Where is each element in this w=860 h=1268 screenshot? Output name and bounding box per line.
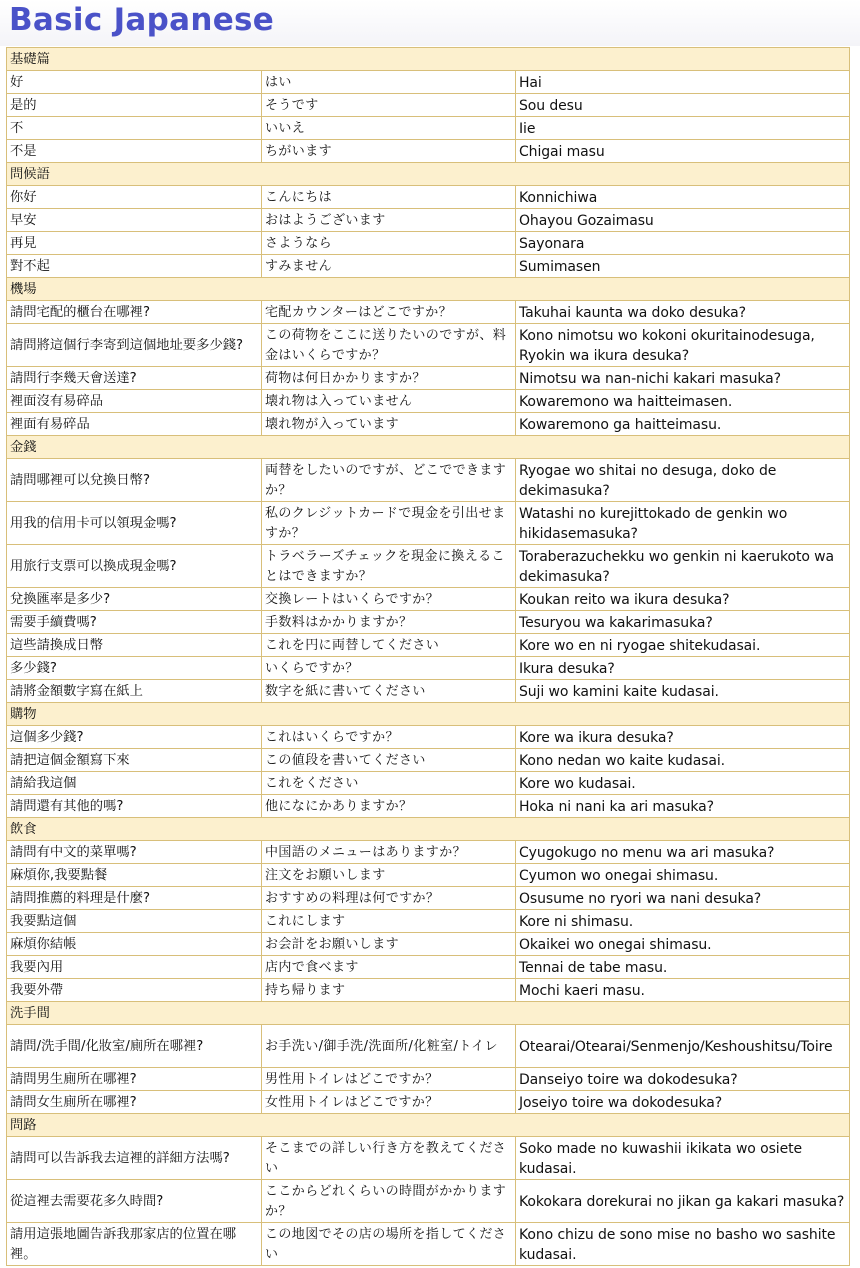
chinese-phrase: 早安 — [7, 209, 262, 232]
chinese-phrase: 我要點這個 — [7, 910, 262, 933]
section-header-row — [7, 436, 850, 459]
romaji-phrase: Sou desu — [516, 94, 850, 117]
japanese-phrase: 交換レートはいくらですか？ — [262, 588, 516, 611]
phrase-row — [7, 841, 850, 864]
romaji-phrase: Sayonara — [516, 232, 850, 255]
japanese-phrase: 壊れ物が入っています — [262, 413, 516, 436]
romaji-phrase: Ohayou Gozaimasu — [516, 209, 850, 232]
phrase-row — [7, 209, 850, 232]
romaji-phrase: Cyugokugo no menu wa ari masuka? — [516, 841, 850, 864]
romaji-phrase: Hai — [516, 71, 850, 94]
chinese-phrase: 對不起 — [7, 255, 262, 278]
chinese-phrase: 麻煩你,我要點餐 — [7, 864, 262, 887]
chinese-phrase: 這個多少錢? — [7, 726, 262, 749]
japanese-phrase: お手洗い/御手洗/洗面所/化粧室/トイレ — [262, 1025, 516, 1068]
japanese-phrase: この荷物をここに送りたいのですが、料金はいくらですか？ — [262, 324, 516, 367]
page-title: Basic Japanese — [9, 2, 275, 38]
chinese-phrase: 請問行李幾天會送達? — [7, 367, 262, 390]
section-header-row — [7, 163, 850, 186]
page-header — [0, 0, 860, 46]
romaji-phrase: Konnichiwa — [516, 186, 850, 209]
romaji-phrase: Kono nedan wo kaite kudasai. — [516, 749, 850, 772]
phrase-row — [7, 634, 850, 657]
section-title: 機場 — [7, 278, 850, 301]
romaji-phrase: Kokokara dorekurai no jikan ga kakari masuka? — [516, 1180, 850, 1223]
romaji-phrase: Ikura desuka? — [516, 657, 850, 680]
phrase-row — [7, 390, 850, 413]
japanese-phrase: ここからどれくらいの時間がかかりますか？ — [262, 1180, 516, 1223]
romaji-phrase: Mochi kaeri masu. — [516, 979, 850, 1002]
japanese-phrase: これはいくらですか？ — [262, 726, 516, 749]
japanese-phrase: 男性用トイレはどこですか？ — [262, 1068, 516, 1091]
romaji-phrase: Hoka ni nani ka ari masuka? — [516, 795, 850, 818]
phrase-row — [7, 772, 850, 795]
japanese-phrase: 中国語のメニューはありますか？ — [262, 841, 516, 864]
phrase-row — [7, 749, 850, 772]
japanese-phrase: 私のクレジットカードで現金を引出せますか？ — [262, 502, 516, 545]
phrase-row — [7, 459, 850, 502]
japanese-phrase: 数字を紙に書いてください — [262, 680, 516, 703]
romaji-phrase: Tesuryou wa kakarimasuka? — [516, 611, 850, 634]
phrase-row — [7, 1068, 850, 1091]
phrase-row — [7, 979, 850, 1002]
japanese-phrase: そうです — [262, 94, 516, 117]
phrase-table — [6, 47, 850, 1266]
chinese-phrase: 請用這張地圖告訴我那家店的位置在哪裡。 — [7, 1223, 262, 1266]
romaji-phrase: Koukan reito wa ikura desuka? — [516, 588, 850, 611]
section-header-row — [7, 1114, 850, 1137]
chinese-phrase: 需要手續費嗎? — [7, 611, 262, 634]
japanese-phrase: これを円に両替してください — [262, 634, 516, 657]
chinese-phrase: 請問有中文的菜單嗎? — [7, 841, 262, 864]
japanese-phrase: いくらですか？ — [262, 657, 516, 680]
romaji-phrase: Suji wo kamini kaite kudasai. — [516, 680, 850, 703]
phrase-row — [7, 1223, 850, 1266]
japanese-phrase: 店内で食べます — [262, 956, 516, 979]
chinese-phrase: 從這裡去需要花多久時間? — [7, 1180, 262, 1223]
japanese-phrase: トラベラーズチェックを現金に換えることはできますか？ — [262, 545, 516, 588]
japanese-phrase: 持ち帰ります — [262, 979, 516, 1002]
phrase-row — [7, 232, 850, 255]
chinese-phrase: 用我的信用卡可以領現金嗎? — [7, 502, 262, 545]
japanese-phrase: こんにちは — [262, 186, 516, 209]
chinese-phrase: 請問哪裡可以兌換日幣? — [7, 459, 262, 502]
section-header-row — [7, 48, 850, 71]
japanese-phrase: ちがいます — [262, 140, 516, 163]
japanese-phrase: すみません — [262, 255, 516, 278]
romaji-phrase: Sumimasen — [516, 255, 850, 278]
romaji-phrase: Takuhai kaunta wa doko desuka? — [516, 301, 850, 324]
chinese-phrase: 麻煩你結帳 — [7, 933, 262, 956]
romaji-phrase: Toraberazuchekku wo genkin ni kaerukoto wa dekimasuka? — [516, 545, 850, 588]
chinese-phrase: 不 — [7, 117, 262, 140]
phrase-row — [7, 887, 850, 910]
japanese-phrase: 壊れ物は入っていません — [262, 390, 516, 413]
japanese-phrase: これをください — [262, 772, 516, 795]
chinese-phrase: 裡面有易碎品 — [7, 413, 262, 436]
phrase-row — [7, 1025, 850, 1068]
romaji-phrase: Osusume no ryori wa nani desuka? — [516, 887, 850, 910]
chinese-phrase: 裡面沒有易碎品 — [7, 390, 262, 413]
japanese-phrase: 手数料はかかりますか？ — [262, 611, 516, 634]
japanese-phrase: これにします — [262, 910, 516, 933]
romaji-phrase: Watashi no kurejittokado de genkin wo hikidasemasuka? — [516, 502, 850, 545]
romaji-phrase: Kono chizu de sono mise no basho wo sashite kudasai. — [516, 1223, 850, 1266]
phrase-row — [7, 186, 850, 209]
chinese-phrase: 是的 — [7, 94, 262, 117]
chinese-phrase: 兌換匯率是多少? — [7, 588, 262, 611]
romaji-phrase: Danseiyo toire wa dokodesuka? — [516, 1068, 850, 1091]
japanese-phrase: 荷物は何日かかりますか？ — [262, 367, 516, 390]
japanese-phrase: 宅配カウンターはどこですか？ — [262, 301, 516, 324]
section-title: 問路 — [7, 1114, 850, 1137]
phrase-row — [7, 94, 850, 117]
phrase-row — [7, 910, 850, 933]
japanese-phrase: この地図でその店の場所を指してください — [262, 1223, 516, 1266]
section-header-row — [7, 703, 850, 726]
phrase-row — [7, 795, 850, 818]
phrase-row — [7, 1180, 850, 1223]
japanese-phrase: いいえ — [262, 117, 516, 140]
phrase-row — [7, 588, 850, 611]
chinese-phrase: 好 — [7, 71, 262, 94]
romaji-phrase: Kore wa ikura desuka? — [516, 726, 850, 749]
phrase-row — [7, 71, 850, 94]
phrase-row — [7, 140, 850, 163]
romaji-phrase: Kono nimotsu wo kokoni okuritainodesuga, Ryokin wa ikura desuka? — [516, 324, 850, 367]
chinese-phrase: 用旅行支票可以換成現金嗎? — [7, 545, 262, 588]
section-header-row — [7, 278, 850, 301]
chinese-phrase: 我要外帶 — [7, 979, 262, 1002]
phrase-row — [7, 864, 850, 887]
chinese-phrase: 請問女生廁所在哪裡? — [7, 1091, 262, 1114]
phrase-row — [7, 367, 850, 390]
romaji-phrase: Otearai/Otearai/Senmenjo/Keshoushitsu/Toire — [516, 1025, 850, 1068]
section-header-row — [7, 818, 850, 841]
japanese-phrase: この値段を書いてください — [262, 749, 516, 772]
chinese-phrase: 我要內用 — [7, 956, 262, 979]
phrase-row — [7, 255, 850, 278]
section-header-row — [7, 1002, 850, 1025]
section-title: 洗手間 — [7, 1002, 850, 1025]
phrase-row — [7, 933, 850, 956]
section-title: 金錢 — [7, 436, 850, 459]
phrase-row — [7, 324, 850, 367]
phrase-row — [7, 1137, 850, 1180]
chinese-phrase: 多少錢? — [7, 657, 262, 680]
section-title: 購物 — [7, 703, 850, 726]
romaji-phrase: Chigai masu — [516, 140, 850, 163]
chinese-phrase: 請問男生廁所在哪裡? — [7, 1068, 262, 1091]
chinese-phrase: 請問將這個行李寄到這個地址要多少錢? — [7, 324, 262, 367]
chinese-phrase: 再見 — [7, 232, 262, 255]
chinese-phrase: 請問還有其他的嗎? — [7, 795, 262, 818]
romaji-phrase: Joseiyo toire wa dokodesuka? — [516, 1091, 850, 1114]
chinese-phrase: 請把這個金額寫下來 — [7, 749, 262, 772]
japanese-phrase: 女性用トイレはどこですか？ — [262, 1091, 516, 1114]
phrase-row — [7, 117, 850, 140]
romaji-phrase: Cyumon wo onegai shimasu. — [516, 864, 850, 887]
romaji-phrase: Kowaremono wa haitteimasen. — [516, 390, 850, 413]
phrase-row — [7, 657, 850, 680]
romaji-phrase: Kore wo en ni ryogae shitekudasai. — [516, 634, 850, 657]
phrase-row — [7, 301, 850, 324]
japanese-phrase: お会計をお願いします — [262, 933, 516, 956]
romaji-phrase: Ryogae wo shitai no desuga, doko de dekimasuka? — [516, 459, 850, 502]
phrase-row — [7, 956, 850, 979]
japanese-phrase: 他になにかありますか？ — [262, 795, 516, 818]
chinese-phrase: 請將金額數字寫在紙上 — [7, 680, 262, 703]
phrase-row — [7, 545, 850, 588]
romaji-phrase: Nimotsu wa nan-nichi kakari masuka? — [516, 367, 850, 390]
japanese-phrase: おすすめの料理は何ですか？ — [262, 887, 516, 910]
chinese-phrase: 請問可以告訴我去這裡的詳細方法嗎? — [7, 1137, 262, 1180]
japanese-phrase: おはようございます — [262, 209, 516, 232]
romaji-phrase: Iie — [516, 117, 850, 140]
romaji-phrase: Soko made no kuwashii ikikata wo osiete kudasai. — [516, 1137, 850, 1180]
romaji-phrase: Tennai de tabe masu. — [516, 956, 850, 979]
romaji-phrase: Kore ni shimasu. — [516, 910, 850, 933]
romaji-phrase: Kore wo kudasai. — [516, 772, 850, 795]
section-title: 問候語 — [7, 163, 850, 186]
chinese-phrase: 請給我這個 — [7, 772, 262, 795]
chinese-phrase: 這些請換成日幣 — [7, 634, 262, 657]
chinese-phrase: 請問推薦的料理是什麼? — [7, 887, 262, 910]
japanese-phrase: さようなら — [262, 232, 516, 255]
romaji-phrase: Kowaremono ga haitteimasu. — [516, 413, 850, 436]
chinese-phrase: 你好 — [7, 186, 262, 209]
phrase-row — [7, 1091, 850, 1114]
phrase-row — [7, 502, 850, 545]
chinese-phrase: 不是 — [7, 140, 262, 163]
chinese-phrase: 請問宅配的櫃台在哪裡? — [7, 301, 262, 324]
japanese-phrase: そこまでの詳しい行き方を教えてください — [262, 1137, 516, 1180]
japanese-phrase: はい — [262, 71, 516, 94]
phrase-row — [7, 611, 850, 634]
japanese-phrase: 注文をお願いします — [262, 864, 516, 887]
japanese-phrase: 両替をしたいのですが、どこでできますか？ — [262, 459, 516, 502]
chinese-phrase: 請問/洗手間/化妝室/廁所在哪裡? — [7, 1025, 262, 1068]
section-title: 飲食 — [7, 818, 850, 841]
phrase-row — [7, 726, 850, 749]
phrase-row — [7, 680, 850, 703]
romaji-phrase: Okaikei wo onegai shimasu. — [516, 933, 850, 956]
phrase-row — [7, 413, 850, 436]
section-title: 基礎篇 — [7, 48, 850, 71]
